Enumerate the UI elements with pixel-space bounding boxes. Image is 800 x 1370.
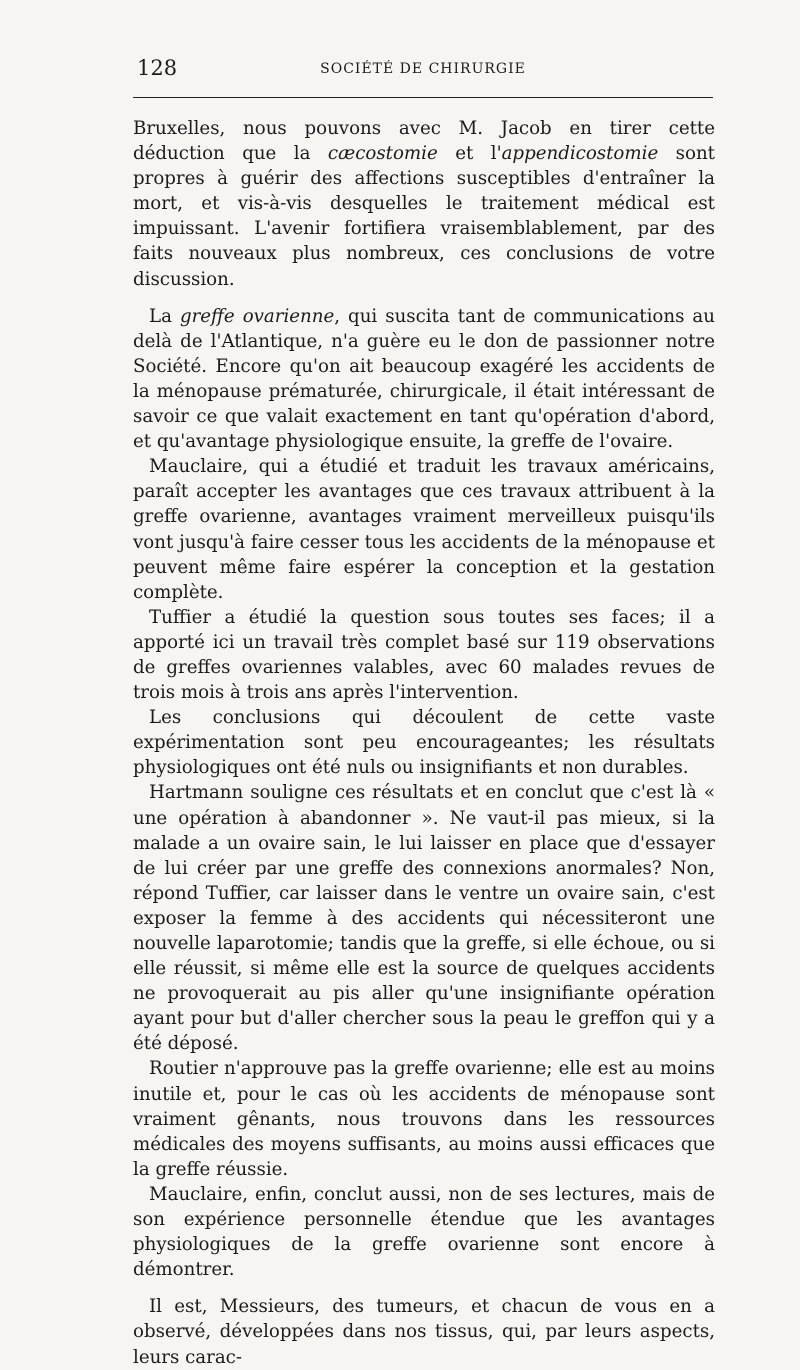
- page-number: 128: [137, 56, 178, 80]
- paragraph-3: Mauclaire, qui a étudié et traduit les travaux américains, paraît accepter les avantages que ces travaux attribuent à la greffe ovarienne, avantages vraiment merveilleux puisqu'ils vont jusqu'à faire cesser tous les accidents de la ménopause et peuvent même faire espérer la conception et la gestation complète.: [133, 456, 715, 603]
- paragraph-1: Bruxelles, nous pouvons avec M. Jacob en tirer cette déduction que la cæcostomie et l'appendicostomie sont propres à guérir des affections susceptibles d'entraîner la mort, et vis-à-vis desquelles le traitement médical est impuissant. L'avenir fortifiera vraisemblablement, par des faits nouveaux plus nombreux, ces conclusions de votre discussion.: [133, 118, 715, 290]
- paragraph-5: Les conclusions qui découlent de cette vaste expérimentation sont peu encourageantes; les résultats physiologiques ont été nuls ou insignifiants et non durables.: [133, 707, 715, 779]
- italic-term: appendicostomie: [501, 143, 659, 165]
- header-rule: [133, 97, 713, 98]
- paragraph-7: Routier n'approuve pas la greffe ovarienne; elle est au moins inutile et, pour le cas où les accidents de ménopause sont vraiment gênants, nous trouvons dans les ressources médicales des moyens suffisants, au moins aussi efficaces que la greffe réussie.: [133, 1058, 715, 1180]
- paragraph-9: Il est, Messieurs, des tumeurs, et chacun de vous en a observé, développées dans nos tissus, qui, par leurs aspects, leurs carac-: [133, 1296, 715, 1368]
- paragraph-6: Hartmann souligne ces résultats et en conclut que c'est là « une opération à abandonner ». Ne vaut-il pas mieux, si la malade a un ovaire sain, le lui laisser en place que d'essayer de lui créer par une greffe des connexions anormales? Non, répond Tuffier, car laisser dans le ventre un ovaire sain, c'est exposer la femme à des accidents qui nécessiteront une nouvelle laparotomie; tandis que la greffe, si elle échoue, ou si elle réussit, si même elle est la source de quelques accidents ne provoquerait au pis aller qu'une insignifiante opération ayant pour but d'aller chercher sous la peau le greffon qui y a été déposé.: [133, 782, 715, 1055]
- running-head: SOCIÉTÉ DE CHIRURGIE: [320, 61, 526, 77]
- page-header: [133, 56, 713, 86]
- italic-term: cæcostomie: [327, 143, 438, 165]
- paragraph-2: La greffe ovarienne, qui suscita tant de communications au delà de l'Atlantique, n'a guère eu le don de passionner notre Société. Encore qu'on ait beaucoup exagéré les accidents de la ménopause prématurée, chirurgicale, il était intéressant de savoir ce que valait exactement en tant qu'opération d'abord, et qu'avantage physiologique ensuite, la greffe de l'ovaire.: [133, 305, 715, 453]
- body-text: [133, 116, 715, 1370]
- paragraph-4: Tuffier a étudié la question sous toutes ses faces; il a apporté ici un travail très complet basé sur 119 observations de greffes ovariennes valables, avec 60 malades revues de trois mois à trois ans après l'intervention.: [133, 606, 715, 704]
- italic-term: greffe ovarienne: [179, 305, 335, 327]
- paragraph-8: Mauclaire, enfin, conclut aussi, non de ses lectures, mais de son expérience personnelle étendue que les avantages physiologiques de la greffe ovarienne sont encore à démontrer.: [133, 1183, 715, 1281]
